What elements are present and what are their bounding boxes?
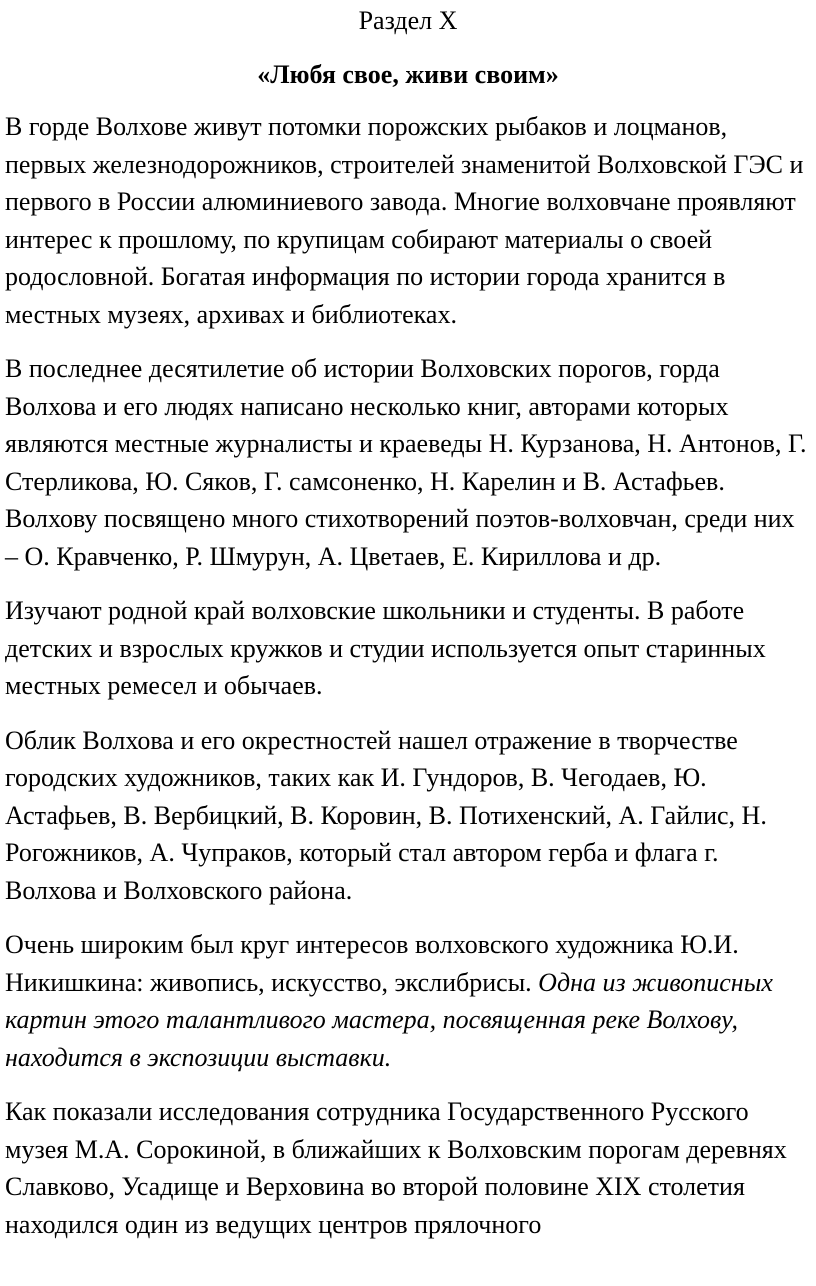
paragraph-4: Облик Волхова и его окрестностей нашел отражение в творчестве городских художников, таких как И. Гундоров, В. Чегодаев, Ю. Астафьев, В. Вербицкий, В. Коровин, В. Потихенский, А. Гайлис, Н. Рогожников, А. Чупраков, который стал автором герба и флага г. Волхова и Волховского района.	[5, 725, 767, 905]
paragraph-3: Изучают родной край волховские школьники и студенты. В работе детских и взрослых кружков и студии используется опыт старинных местных ремесел и обычаев.	[5, 596, 766, 700]
paragraph-5	[5, 926, 811, 1076]
paragraph-1: В горде Волхове живут потомки порожских рыбаков и лоцманов, первых железнодорожников, строителей знаменитой Волховской ГЭС и первого в России алюминиевого завода. Многие волховчане проявляют интерес к прошлому, по крупицам собирают материалы о своей родословной. Богатая информация по истории города хранится в местных музеях, архивах и библиотеках.	[5, 112, 804, 329]
document-title: «Любя свое, живи своим»	[257, 60, 559, 89]
paragraph-5-italic-text: Одна из живописных картин этого талантливого мастера, посвященная реке Волхову, находится в экспозиции выставки.	[5, 967, 773, 1072]
paragraph-2: В последнее десятилетие об истории Волховских порогов, горда Волхова и его людях написано несколько книг, авторами которых являются местные журналисты и краеведы Н. Курзанова, Н. Антонов, Г. Стерликова, Ю. Сяков, Г. самсоненко, Н. Карелин и В. Астафьев. Волхову посвящено много стихотворений поэтов-волховчан, среди них – О. Кравченко, Р. Шмурун, А. Цветаев, Е. Кириллова и др.	[5, 354, 807, 571]
paragraph-5-text: Очень широким был круг интересов волховского художника Ю.И. Никишкина: живопись, искусство, экслибрисы.	[5, 930, 739, 997]
paragraph-6: Как показали исследования сотрудника Государственного Русского музея М.А. Сорокиной, в ближайших к Волховским порогам деревнях Славково, Усадище и Верховина во второй половине XIX столетия находился один из ведущих центров прялочного	[5, 1097, 787, 1239]
section-heading: Раздел X	[358, 6, 458, 35]
